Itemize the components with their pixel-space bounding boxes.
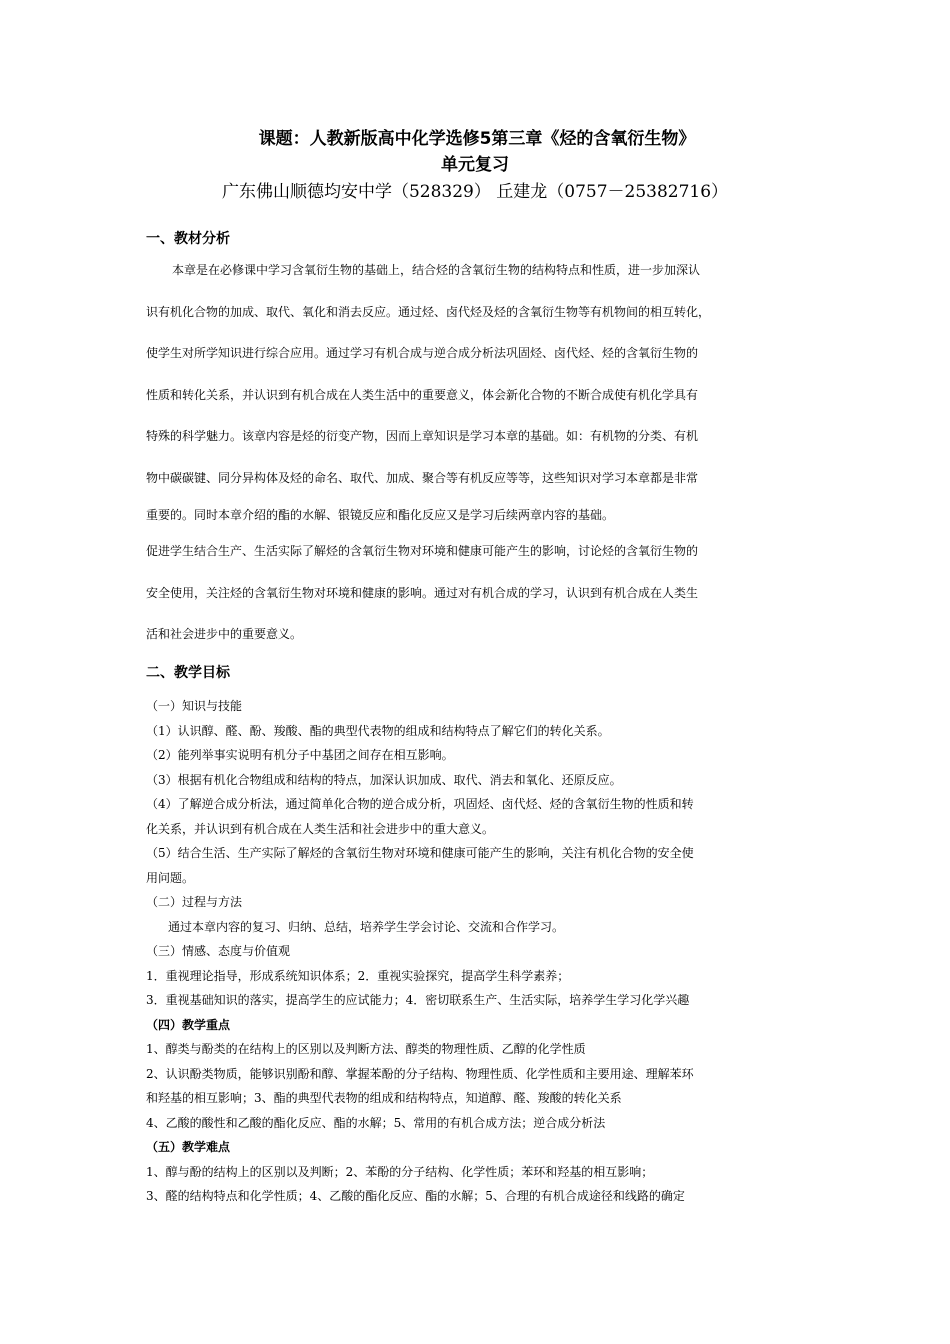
list-item: 4、乙酸的酸性和乙酸的酯化反应、酯的水解；5、常用的有机合成方法；逆合成分析法	[146, 1115, 606, 1130]
list-item: （4）了解逆合成分析法，通过简单化合物的逆合成分析，巩固烃、卤代烃、烃的含氧衍生物的性质和转	[146, 797, 694, 811]
list-item: 用问题。	[146, 870, 195, 885]
subheading-bold: （五）教学难点	[146, 1140, 231, 1154]
subheading: （二）过程与方法	[146, 895, 243, 909]
section-heading-analysis: 一、教材分析	[146, 231, 230, 247]
list-item: 3．重视基础知识的落实，提高学生的应试能力；4．密切联系生产、生活实际，培养学生学习化学兴趣	[146, 993, 690, 1007]
list-item: （2）能列举事实说明有机分子中基团之间存在相互影响。	[146, 748, 454, 762]
list-item: 1．重视理论指导，形成系统知识体系；2．重视实验探究，提高学生科学素养；	[146, 968, 570, 983]
subheading-bold: （四）教学重点	[146, 1017, 231, 1032]
document-title: 课题：人教新版高中化学选修5第三章《烃的含氧衍生物》	[258, 129, 696, 149]
text-line: 安全使用，关注烃的含氧衍生物对环境和健康的影响。通过对有机合成的学习，认识到有机合成在人类生	[146, 585, 699, 600]
text-line: 性质和转化关系，并认识到有机合成在人类生活中的重要意义，体会新化合物的不断合成使有机化学具有	[146, 387, 699, 402]
text-line: 重要的。同时本章介绍的酯的水解、银镜反应和酯化反应又是学习后续两章内容的基础。	[146, 508, 615, 522]
text-line: 识有机化合物的加成、取代、氧化和消去反应。通过烃、卤代烃及烃的含氧衍生物等有机物间的相互转化，	[146, 304, 711, 319]
list-item: 通过本章内容的复习、归纳、总结，培养学生学会讨论、交流和合作学习。	[168, 919, 565, 934]
text-line: 促进学生结合生产、生活实际了解烃的含氧衍生物对环境和健康可能产生的影响，讨论烃的含氧衍生物的	[146, 544, 699, 558]
list-item: 和羟基的相互影响；3、酯的典型代表物的组成和结构特点，知道醇、醛、羧酸的转化关系	[146, 1091, 622, 1105]
list-item: （1）认识醇、醛、酚、羧酸、酯的典型代表物的组成和结构特点了解它们的转化关系。	[146, 723, 610, 738]
list-item: 1、醇与酚的结构上的区别以及判断；2、苯酚的分子结构、化学性质；苯环和羟基的相互影响；	[146, 1164, 654, 1179]
subheading: （三）情感、态度与价值观	[146, 944, 291, 958]
list-item: 2、认识酚类物质，能够识别酚和醇、掌握苯酚的分子结构、物理性质、化学性质和主要用途、理解苯环	[146, 1066, 694, 1081]
text-line: 特殊的科学魅力。该章内容是烃的衍变产物，因而上章知识是学习本章的基础。如：有机物的分类、有机	[146, 429, 699, 443]
list-item: （5）结合生活、生产实际了解烃的含氧衍生物对环境和健康可能产生的影响，关注有机化合物的安全使	[146, 846, 694, 860]
list-item: 1、醇类与酚类的在结构上的区别以及判断方法、醇类的物理性质、乙醇的化学性质	[146, 1042, 586, 1056]
list-item: 化关系，并认识到有机合成在人类生活和社会进步中的重大意义。	[146, 821, 495, 836]
text-line: 使学生对所学知识进行综合应用。通过学习有机合成与逆合成分析法巩固烃、卤代烃、烃的含氧衍生物的	[146, 346, 699, 360]
text-line: 本章是在必修课中学习含氧衍生物的基础上，结合烃的含氧衍生物的结构特点和性质，进一步加深认	[172, 263, 701, 277]
document-subtitle: 单元复习	[441, 155, 509, 175]
text-line: 活和社会进步中的重要意义。	[146, 627, 303, 641]
text-line: 物中碳碳键、同分异构体及烃的命名、取代、加成、聚合等有机反应等等，这些知识对学习本章都是非常	[146, 470, 699, 485]
objectives-list	[146, 694, 826, 1209]
author-line: 广东佛山顺德均安中学（528329） 丘建龙（0757－25382716）	[221, 182, 729, 202]
section-heading-objectives: 二、教学目标	[146, 665, 230, 681]
analysis-paragraph	[146, 250, 816, 656]
list-item: 3、醛的结构特点和化学性质；4、乙酸的酯化反应、酯的水解；5、合理的有机合成途径和线路的确定	[146, 1189, 685, 1203]
list-item: （3）根据有机化合物组成和结构的特点，加深认识加成、取代、消去和氧化、还原反应。	[146, 772, 622, 787]
subheading: （一）知识与技能	[146, 699, 243, 713]
title-block	[0, 126, 950, 206]
